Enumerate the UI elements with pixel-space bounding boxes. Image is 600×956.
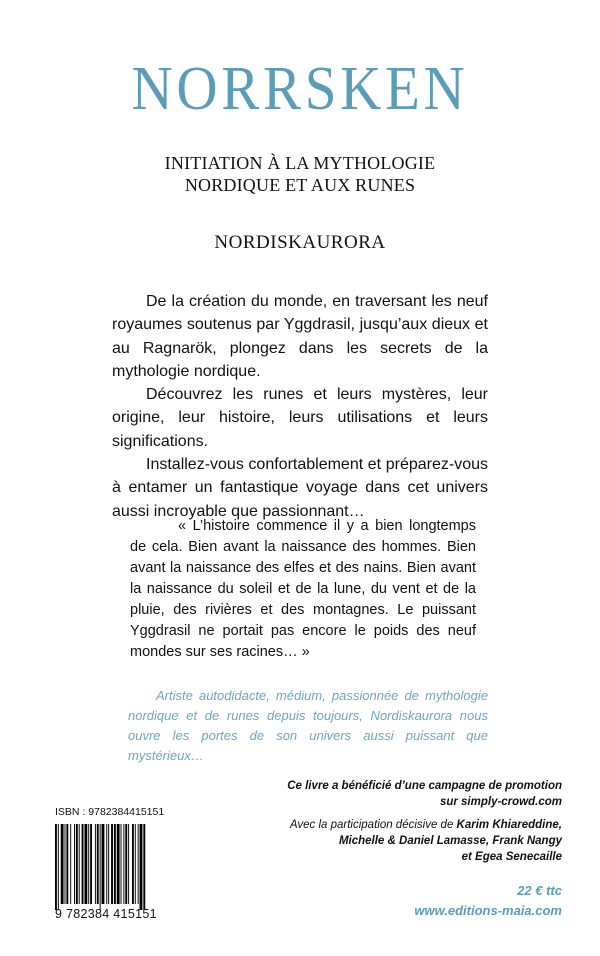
summary-block <box>112 290 488 523</box>
subtitle-line-1: INITIATION À LA MYTHOLOGIE <box>164 153 436 173</box>
summary-paragraph: Installez-vous confortablement et préparez-vous à entamer un fantastique voyage dans cet univers aussi incroyable que passionnant… <box>112 456 488 520</box>
subtitle-line-2: NORDIQUE ET AUX RUNES <box>184 175 416 195</box>
credits-note <box>242 817 562 865</box>
price-label: 22 € ttc <box>517 883 562 898</box>
credits-line-3 <box>242 849 562 865</box>
barcode-digits: 9 782384 415151 <box>55 907 157 921</box>
promotion-line-2: sur simply-crowd.com <box>439 796 562 808</box>
promotion-line-1: Ce livre a bénéficié d’une campagne de promotion <box>287 780 562 792</box>
isbn-label: ISBN : 9782384415151 <box>55 806 165 818</box>
credits-lead: Avec la participation décisive de <box>289 819 454 831</box>
excerpt-text: « L’histoire commence il y a bien longtemps de cela. Bien avant la naissance des hommes. Bien avant la naissance des elfes et des nains. Bien avant la naissance du soleil et de la lune, du vent et de la pluie, des rivières et des montagnes. Le puissant Yggdrasil ne portait pas encore le poids des neuf mondes sur ses racines… » <box>130 518 476 660</box>
excerpt-quote <box>130 516 476 663</box>
credits-line-1 <box>242 817 562 833</box>
isbn-barcode <box>55 806 168 924</box>
credits-names-1: Karim Khiareddine, <box>456 819 562 831</box>
promotion-note <box>242 778 562 810</box>
barcode-bars-icon <box>55 824 168 910</box>
author-bio: Artiste autodidacte, médium, passionnée de mythologie nordique et de runes depuis toujours, Nordiskaurora nous ouvre les portes de son univers aussi puissant que mystérieux… <box>128 688 488 763</box>
credits-names-3: et Egea Senecaille <box>461 851 562 863</box>
publisher-website: www.editions-maia.com <box>414 903 562 918</box>
summary-paragraph: De la création du monde, en traversant les neuf royaumes soutenus par Yggdrasil, jusqu’aux dieux et au Ragnarök, plongez dans les secrets de la mythologie nordique. <box>112 293 488 380</box>
credits-line-2 <box>242 833 562 849</box>
book-title: NORRSKEN <box>131 55 469 123</box>
credits-names-2: Michelle & Daniel Lamasse, Frank Nangy <box>338 835 562 847</box>
book-subtitle <box>0 152 600 196</box>
author-name: NORDISKAURORA <box>214 232 386 253</box>
summary-paragraph: Découvrez les runes et leurs mystères, leur origine, leur histoire, leurs utilisations et leurs significations. <box>112 386 488 450</box>
